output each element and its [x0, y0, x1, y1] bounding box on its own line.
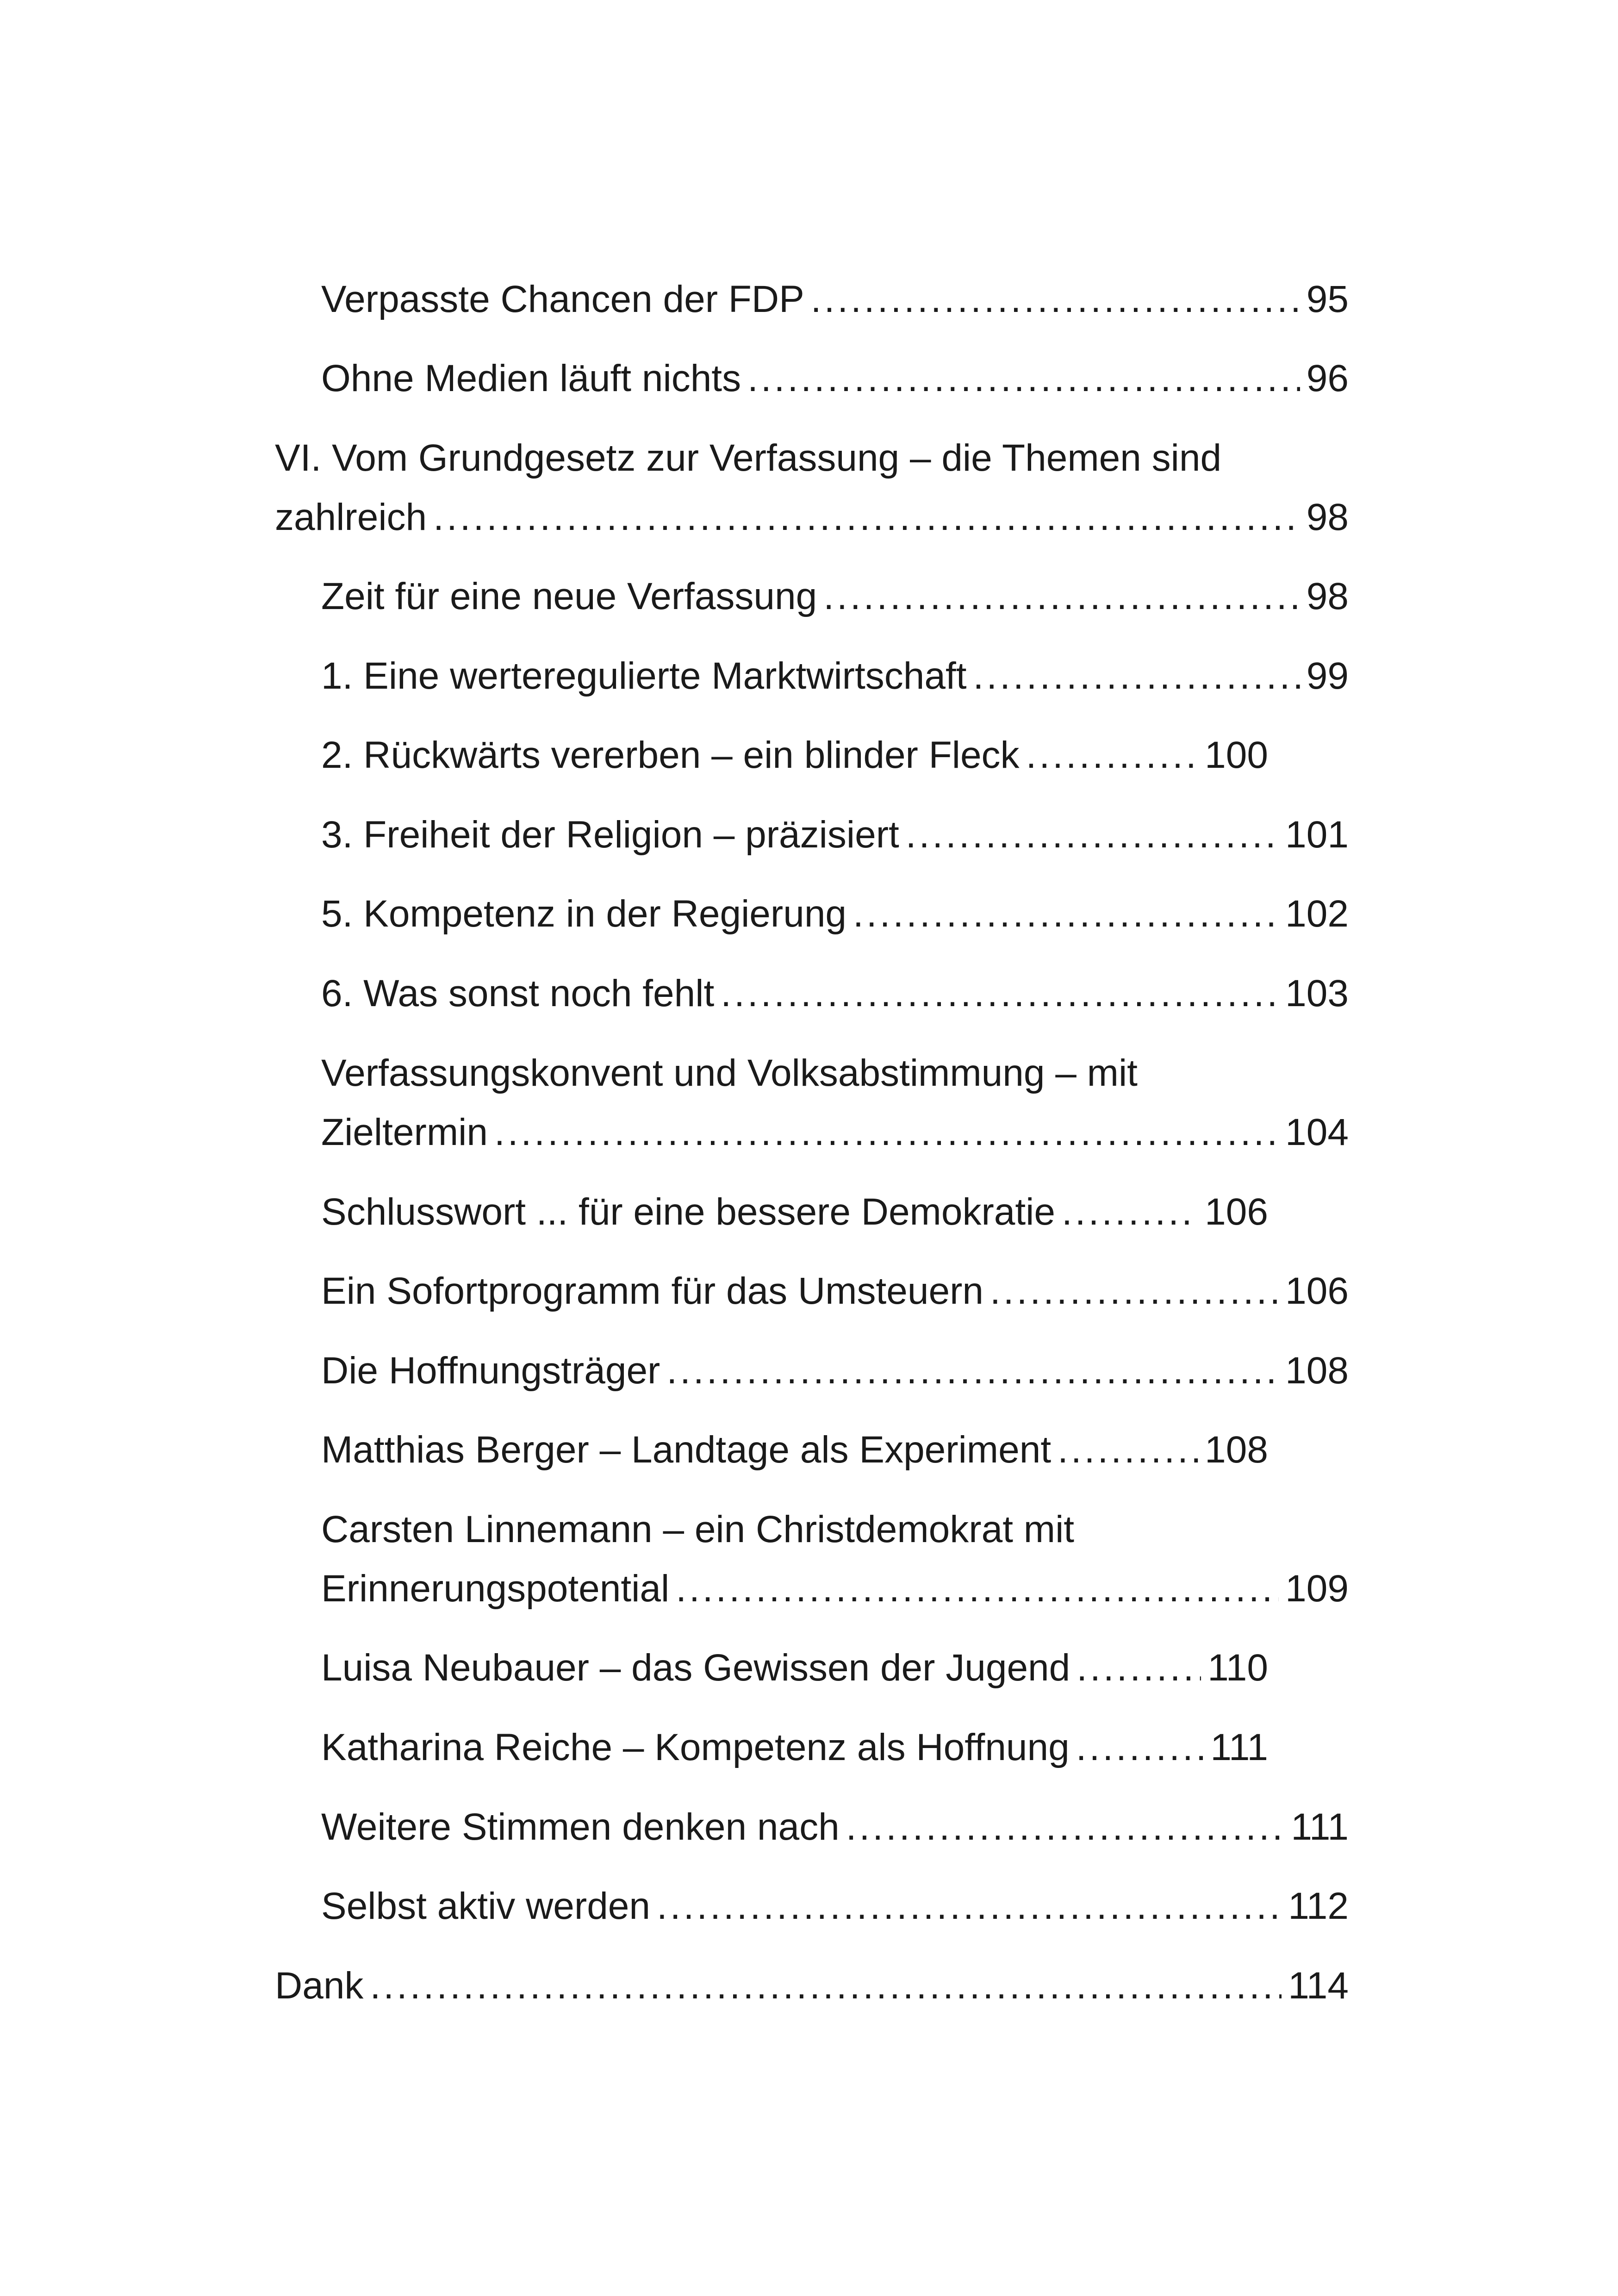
toc-entry-title: Schlusswort ... für eine bessere Demokratie: [321, 1191, 1055, 1233]
toc-entry-page: 100: [1205, 734, 1268, 776]
toc-entry-title-line: Verfassungskonvent und Volksabstimmung – mit: [321, 1052, 1138, 1094]
toc-entry-page: 109: [1285, 1568, 1349, 1610]
toc-entry[interactable]: [321, 270, 1349, 329]
toc-entry-title: zahlreich: [275, 496, 427, 538]
dot-leader: [811, 270, 1300, 329]
toc-entry[interactable]: [321, 1044, 1349, 1162]
toc-entry[interactable]: [321, 1262, 1349, 1321]
toc-entry-title-line: Carsten Linnemann – ein Christdemokrat mit: [321, 1508, 1075, 1550]
toc-entry[interactable]: [321, 1638, 1268, 1698]
toc-entry-title: Verpasste Chancen der FDP: [321, 278, 804, 320]
toc-entry-title: Zieltermin: [321, 1111, 488, 1153]
toc-entry[interactable]: [321, 1798, 1349, 1857]
dot-leader: [1076, 1718, 1204, 1777]
toc-entry-title: Selbst aktiv werden: [321, 1885, 651, 1927]
toc-entry[interactable]: [321, 1182, 1268, 1242]
dot-leader: [433, 488, 1300, 547]
dot-leader: [973, 647, 1300, 706]
toc-entry-page: 96: [1306, 357, 1349, 399]
toc-entry-page: 111: [1210, 1726, 1268, 1768]
toc-entry-page: 108: [1285, 1350, 1349, 1392]
dot-leader: [1058, 1420, 1198, 1480]
dot-leader: [666, 1341, 1279, 1400]
toc-entry-title: Erinnerungspotential: [321, 1568, 670, 1610]
toc-entry-title: Matthias Berger – Landtage als Experiment: [321, 1429, 1052, 1471]
dot-leader: [853, 884, 1279, 944]
toc-entry-title: 5. Kompetenz in der Regierung: [321, 893, 847, 935]
dot-leader: [657, 1877, 1282, 1936]
toc-entry-page: 110: [1207, 1647, 1268, 1689]
toc-entry[interactable]: [321, 647, 1349, 706]
toc-entry-title: 3. Freiheit der Religion – präzisiert: [321, 814, 899, 856]
toc-entry[interactable]: [321, 1500, 1349, 1618]
dot-leader: [370, 1956, 1282, 2016]
dot-leader: [747, 349, 1300, 408]
toc-entry-page: 102: [1285, 893, 1349, 935]
dot-leader: [721, 964, 1279, 1023]
toc-entry-page: 99: [1306, 655, 1349, 697]
toc-entry-page: 103: [1285, 972, 1349, 1014]
table-of-contents: [275, 0, 1349, 2296]
toc-entry-page: 98: [1306, 496, 1349, 538]
toc-entry[interactable]: [321, 805, 1349, 865]
toc-entry[interactable]: [321, 1718, 1268, 1777]
dot-leader: [1062, 1182, 1198, 1242]
toc-entry-title: Weitere Stimmen denken nach: [321, 1806, 840, 1848]
toc-entry[interactable]: [321, 964, 1349, 1023]
toc-entry[interactable]: [321, 1877, 1349, 1936]
dot-leader: [823, 567, 1300, 626]
toc-entry-page: 95: [1306, 278, 1349, 320]
dot-leader: [846, 1798, 1285, 1857]
toc-entry-page: 112: [1288, 1885, 1349, 1927]
toc-entry-title: 2. Rückwärts vererben – ein blinder Fleck: [321, 734, 1020, 776]
toc-entry-title: Katharina Reiche – Kompetenz als Hoffnung: [321, 1726, 1070, 1768]
toc-entry-page: 104: [1285, 1111, 1349, 1153]
toc-entry[interactable]: [321, 567, 1349, 626]
dot-leader: [906, 805, 1279, 865]
toc-chapter-entry[interactable]: [275, 429, 1349, 547]
toc-entry[interactable]: [321, 349, 1349, 408]
toc-entry-title: 1. Eine werteregulierte Marktwirtschaft: [321, 655, 967, 697]
dot-leader: [1077, 1638, 1201, 1698]
toc-entry-page: 101: [1285, 814, 1349, 856]
toc-entry-page: 98: [1306, 575, 1349, 617]
dot-leader: [494, 1103, 1279, 1162]
toc-chapter-entry[interactable]: [275, 1956, 1349, 2016]
toc-entry-title: Luisa Neubauer – das Gewissen der Jugend: [321, 1647, 1070, 1689]
toc-entry-page: 106: [1205, 1191, 1268, 1233]
toc-entry-page: 111: [1291, 1806, 1349, 1848]
toc-entry[interactable]: [321, 1341, 1349, 1400]
dot-leader: [990, 1262, 1279, 1321]
toc-entry-title-line: VI. Vom Grundgesetz zur Verfassung – die Themen sind: [275, 437, 1222, 479]
toc-entry-title: Ein Sofortprogramm für das Umsteuern: [321, 1270, 983, 1312]
toc-entry-title: Zeit für eine neue Verfassung: [321, 575, 817, 617]
toc-entry-title: Ohne Medien läuft nichts: [321, 357, 741, 399]
toc-entry[interactable]: [321, 884, 1349, 944]
toc-entry-page: 106: [1285, 1270, 1349, 1312]
dot-leader: [676, 1559, 1279, 1618]
toc-entry-title: Die Hoffnungsträger: [321, 1350, 660, 1392]
toc-entry-title: 6. Was sonst noch fehlt: [321, 972, 715, 1014]
dot-leader: [1026, 726, 1199, 785]
toc-entry[interactable]: [321, 1420, 1268, 1480]
toc-entry-page: 114: [1288, 1965, 1349, 2007]
toc-entry[interactable]: [321, 726, 1268, 785]
toc-entry-page: 108: [1205, 1429, 1268, 1471]
toc-entry-title: Dank: [275, 1965, 364, 2007]
